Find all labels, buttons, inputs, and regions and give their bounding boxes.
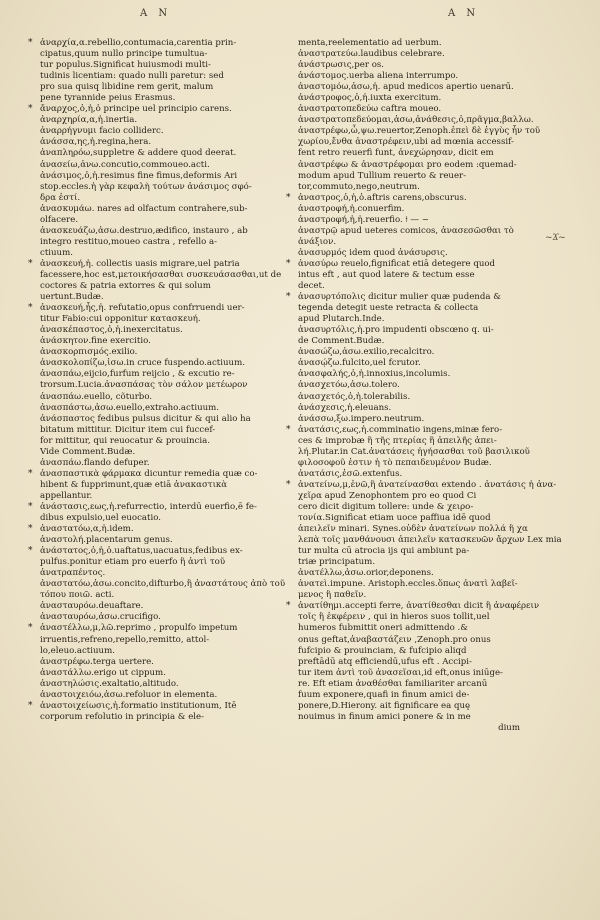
line-text: dibus expulsio,uel euocatio. bbox=[40, 513, 161, 524]
text-line bbox=[298, 182, 520, 193]
line-text: re. Eft etiam ἀναθέσθαι familiariter arcanū bbox=[298, 678, 488, 689]
text-line bbox=[40, 182, 262, 193]
text-line bbox=[40, 82, 262, 93]
line-text: ἀναστηλώσις.exaltatio,altitudo. bbox=[40, 678, 179, 689]
text-line bbox=[298, 137, 520, 148]
line-text: tor,commuto,nego,neutrum. bbox=[298, 181, 420, 192]
asterisk-marker: * bbox=[28, 546, 33, 557]
line-text: ἀνασυρμός idem quod ἀνάσυρσις. bbox=[298, 247, 448, 258]
asterisk-marker: * bbox=[286, 479, 291, 490]
line-text: ἀναστατόω,α,ἡ.idem. bbox=[40, 524, 134, 535]
line-text: ἀνάσιμος,ὁ,ἡ.resimus fine fimus,deformis Ari bbox=[40, 170, 238, 181]
text-line bbox=[40, 535, 262, 546]
line-text: ἀναστέλλω,μ,λῶ.reprimo , propulfo impetum bbox=[40, 623, 238, 634]
line-text: ἀνατείνω,μ,ἐνῶ,ἢ ἀνατείνασθαι extendo . ἀνατάσις ἡ ἀνα- bbox=[298, 479, 557, 490]
line-text: ἀναστολή.placentarum genus. bbox=[40, 535, 173, 546]
text-line bbox=[298, 392, 520, 403]
line-text: ἀναρχία,α.rebellio,contumacia,carentia prin- bbox=[40, 38, 237, 48]
line-text: ἀναστρατοπεδεύομαι,ἀσω,ἀνάθεσις,ὁ,πρᾶγμα,βαλλω. bbox=[298, 115, 534, 126]
text-line bbox=[286, 192, 520, 204]
asterisk-marker: * bbox=[286, 192, 291, 203]
text-line bbox=[298, 612, 520, 623]
line-text: olfacere. bbox=[40, 214, 79, 225]
text-line bbox=[40, 690, 262, 701]
line-text: ἀναστρατοπεδεύω caftra moueo. bbox=[298, 104, 442, 115]
text-line bbox=[298, 336, 520, 347]
running-head-right: A N bbox=[448, 8, 480, 19]
line-text: ἀναστάλλω.erigo ut cippum. bbox=[40, 667, 166, 678]
line-text: integro restituo,moueo castra , refello a- bbox=[40, 236, 218, 247]
line-text: uertunt.Budæ. bbox=[40, 292, 104, 303]
text-line bbox=[40, 160, 262, 171]
text-line bbox=[40, 414, 262, 425]
text-line bbox=[298, 668, 520, 679]
text-line bbox=[298, 524, 528, 535]
line-text: ἀνασκευή,ἡ. collectis uasis migrare,uel patria bbox=[40, 258, 240, 269]
text-line bbox=[28, 468, 262, 480]
text-line bbox=[298, 635, 520, 646]
line-text: de Comment.Budæ. bbox=[298, 336, 385, 347]
text-line bbox=[298, 679, 520, 690]
running-head-left: A N bbox=[140, 8, 172, 19]
text-line bbox=[298, 115, 534, 126]
line-text: μενος ἢ παθεῖν. bbox=[298, 590, 367, 601]
line-text: ἀνασταυρόω,ἀσω.crucifigo. bbox=[40, 612, 161, 623]
line-text: ces & improbæ ἢ τῆς πτερίας ἢ ἀπειλῆς ἀπει- bbox=[298, 435, 497, 446]
line-text: hibent & fupprimunt,quæ etiā ἀνακαστικὰ bbox=[40, 479, 228, 490]
line-text: χωρίου,ἔνθα ἀναστρέφειν,ubi ad mœnia accessif- bbox=[298, 137, 514, 148]
line-text: ἀνατάσις,εως,ἡ.comminatio ingens,minæ fero- bbox=[298, 424, 503, 435]
text-line bbox=[298, 458, 520, 469]
line-text: ἀνασυρτόλις,ἡ.pro impudenti obscœno q. ui- bbox=[298, 325, 494, 336]
line-text: ἀνάσπαστος fedibus pulsus dicitur & qui alio ha bbox=[40, 413, 251, 424]
line-text: ἀνασπαστικὰ φάρμακα dicuntur remedia quæ co- bbox=[40, 468, 258, 479]
line-text: ἀνάσσα,ης,ἡ.regina,hera. bbox=[40, 137, 152, 148]
asterisk-marker: * bbox=[286, 601, 291, 612]
asterisk-marker: * bbox=[28, 700, 33, 711]
line-text: pulfus.ponitur etiam pro euerfo ἢ ἀντὶ τοῦ bbox=[40, 557, 226, 568]
line-text: stop.eccles.ἡ γὰρ κεφαλὴ τούτων ἀνάσιμος σφό- bbox=[40, 181, 252, 192]
text-line bbox=[298, 568, 520, 579]
line-text: ἀπειλεῖν minari. Synes.οὐδὲν ἀνατείνων πολλά ἢ χα bbox=[298, 524, 528, 535]
line-text: ἀνασκευή,ἧς,ἡ. refutatio,opus confrruendi uer- bbox=[40, 303, 245, 314]
line-text: χεῖρα apud Zenophontem pro eo quod Ci bbox=[298, 490, 477, 501]
asterisk-marker: * bbox=[28, 524, 33, 535]
text-line bbox=[40, 679, 262, 690]
line-text: decet. bbox=[298, 281, 325, 292]
line-text: ἀνασύρω reuelo,fignificat etiā detegere quod bbox=[298, 258, 496, 269]
line-text: ἀνατραπέντος. bbox=[40, 568, 106, 579]
text-line bbox=[298, 160, 520, 171]
text-line bbox=[286, 601, 540, 612]
asterisk-marker: * bbox=[28, 501, 33, 512]
line-text: onus geftat,ἀναβαστάζειν ,Zenoph.pro onus bbox=[298, 634, 491, 645]
text-line bbox=[298, 270, 520, 281]
line-text: τονία.Significat etiam uoce paffiua idē quod bbox=[298, 513, 491, 524]
text-line bbox=[28, 546, 262, 557]
text-line bbox=[40, 60, 262, 71]
line-text: ἀναστροφή,ἡ,ἡ.reuerfio. ⟊ — ~ bbox=[298, 214, 429, 225]
line-text: ἀναστοιχείωσις,ἡ.formatio institutionum, Itē bbox=[40, 700, 237, 711]
line-text: ἀναστατόω,ἀσω.concito,difturbo,ἢ ἀναστάτους ἀπὸ τοῦ bbox=[40, 579, 286, 590]
line-text: ἀναστρέφω & ἀναστρέφομαι pro eodem :quemad- bbox=[298, 159, 517, 170]
text-line bbox=[298, 148, 520, 159]
text-line bbox=[298, 281, 520, 292]
line-text: ἀνάσσω,ξω.impero.neutrum. bbox=[298, 413, 425, 424]
text-line bbox=[40, 579, 286, 590]
line-text: tudinis licentiam: quado nulli paretur: sed bbox=[40, 71, 224, 82]
text-line bbox=[40, 347, 262, 358]
text-line bbox=[286, 258, 520, 270]
text-line bbox=[40, 49, 262, 60]
line-text: ἀνατάσις,ἐσῶ.extenfus. bbox=[298, 468, 403, 479]
line-text: apud Plutarch.Inde. bbox=[298, 314, 385, 325]
line-text: ἀνάστροφος,ὁ,ἡ.iuxta exercitum. bbox=[298, 93, 442, 104]
text-line bbox=[40, 226, 262, 237]
asterisk-marker: * bbox=[28, 38, 33, 48]
line-text: ἀνασῴζω.fulcito,uel fcrutor. bbox=[298, 358, 421, 369]
text-line bbox=[40, 458, 262, 469]
line-text: pene tyrannide peius Erasmus. bbox=[40, 93, 176, 104]
text-line bbox=[40, 447, 262, 458]
text-line bbox=[298, 557, 520, 568]
line-text: preftādū atq efficiendū,ufus eft . Accipi- bbox=[298, 656, 472, 667]
text-line bbox=[28, 258, 262, 270]
line-text: fent retro reuerfi funt, ἀνεχώρησαν, dicit em bbox=[298, 148, 494, 159]
text-line bbox=[298, 657, 520, 668]
line-text: pro sua quisq libidine rem gerit, malum bbox=[40, 82, 214, 93]
asterisk-marker: * bbox=[286, 258, 291, 269]
text-line bbox=[40, 215, 262, 226]
text-line bbox=[40, 171, 262, 182]
text-line bbox=[40, 568, 262, 579]
line-text: ἀνάσκητον.fine exercitio. bbox=[40, 336, 151, 347]
text-line bbox=[298, 226, 520, 237]
line-text: ἀνασταυρόω.deuaftare. bbox=[40, 601, 144, 612]
text-line bbox=[286, 292, 520, 303]
text-line bbox=[28, 700, 262, 712]
text-line bbox=[298, 204, 520, 215]
line-text: intus eft , aut quod latere & tectum esse bbox=[298, 269, 475, 280]
text-line bbox=[40, 369, 262, 380]
text-line bbox=[40, 436, 262, 447]
line-text: ἀνατεὶ.impune. Aristoph.eccles.ὅπως ἀνατὶ λαβεῖ- bbox=[298, 579, 518, 590]
line-text: ἀνάστομος.uerba aliena interrumpo. bbox=[298, 71, 459, 82]
text-line bbox=[298, 369, 520, 380]
text-line bbox=[40, 513, 262, 524]
right-column bbox=[286, 38, 562, 734]
text-line bbox=[298, 623, 520, 634]
line-text: ἀναστρος,ὁ,ἡ,ὁ.aftris carens,obscurus. bbox=[298, 192, 467, 203]
line-text: nouimus in finum amici ponere & in me bbox=[298, 711, 471, 722]
text-line bbox=[298, 237, 520, 248]
line-text: ἀνασκορπισμός.exilio. bbox=[40, 347, 138, 358]
line-text: φιλοσοφοῦ ἐστιν ἡ τὸ πεπαιδευμένον Budæ. bbox=[298, 457, 492, 468]
text-line bbox=[298, 71, 520, 82]
line-text: ἀνασπάω.flando defuper. bbox=[40, 457, 150, 468]
text-line bbox=[298, 403, 520, 414]
text-line bbox=[28, 104, 262, 115]
text-line bbox=[40, 281, 262, 292]
text-line bbox=[298, 436, 520, 447]
line-text: facessere,hoc est,μετοικήσασθαι συσκευάσασθαι,ut de bbox=[40, 269, 282, 280]
asterisk-marker: * bbox=[28, 104, 33, 115]
line-text: ἀνασκευάζω,ἀσω.destruo,ædifico, instauro , ab bbox=[40, 225, 248, 236]
text-line bbox=[40, 204, 262, 215]
line-text: irruentis,refreno,repello,remitto, attol- bbox=[40, 634, 210, 645]
text-line bbox=[40, 314, 262, 325]
text-line bbox=[40, 126, 262, 137]
line-text: titur Fabio:cui opponitur κατασκευή. bbox=[40, 314, 201, 325]
text-line bbox=[40, 590, 262, 601]
line-text: ἀνασκέπαστος,ὁ,ἡ.inexercitatus. bbox=[40, 325, 183, 336]
line-text: appellantur. bbox=[40, 490, 93, 501]
line-text: ἀνασχετόω,ἀσω.tolero. bbox=[298, 380, 400, 391]
text-line bbox=[298, 546, 520, 557]
line-text: ἀνάστρωσις,per os. bbox=[298, 60, 385, 71]
text-line bbox=[40, 137, 262, 148]
line-text: trorsum.Lucia.ἀνασπάσας τὸν σάλον μετέωρον bbox=[40, 380, 248, 391]
text-line bbox=[40, 712, 262, 723]
line-text: ἀναστρέφω.terga uertere. bbox=[40, 656, 154, 667]
text-line bbox=[28, 303, 262, 314]
text-line bbox=[298, 579, 520, 590]
line-text: lo,eleuo.actiuum. bbox=[40, 645, 115, 656]
line-text: ἀνάσχεσις,ἡ.eleuans. bbox=[298, 402, 392, 413]
text-line bbox=[298, 469, 520, 480]
text-line bbox=[298, 347, 520, 358]
line-text: bitatum mittitur. Dicitur item cui fuccef- bbox=[40, 424, 216, 435]
line-text: corporum refolutio in principia & ele- bbox=[40, 711, 205, 722]
text-line bbox=[298, 712, 520, 723]
line-text: cero dicit digitum tollere: unde & χειρο- bbox=[298, 501, 474, 512]
text-line bbox=[298, 49, 520, 60]
text-line bbox=[298, 502, 520, 513]
text-line bbox=[40, 380, 262, 391]
text-line bbox=[298, 171, 520, 182]
text-line bbox=[298, 215, 520, 226]
line-text: humeros fubmittit oneri admittendo .& bbox=[298, 623, 468, 634]
line-text: ἄναρχος,ὁ,ἡ,ὁ principe uel principio carens. bbox=[40, 104, 232, 115]
asterisk-marker: * bbox=[28, 258, 33, 269]
text-line bbox=[298, 60, 520, 71]
line-text: τόπου ποιῶ. acti. bbox=[40, 590, 115, 601]
line-text: Vide Comment.Budæ. bbox=[40, 446, 136, 457]
text-line bbox=[40, 668, 262, 679]
text-line bbox=[28, 38, 262, 49]
line-text: ἀναστροφή,ἡ.conuerfim. bbox=[298, 203, 405, 214]
line-text: ἀνάστασις,εως,ἡ.refurrectio, interdū euerfio,ē fe- bbox=[40, 501, 257, 512]
line-text: triæ principatum. bbox=[298, 557, 376, 568]
line-text: λή.Plutar.in Cat.ἀνατάσεις ἡγήσασθαι τοῦ βασιλικοῦ bbox=[298, 446, 530, 457]
line-text: ἀνάξιον. bbox=[298, 236, 337, 247]
line-text: for mittitur, qui reuocatur & prouincia. bbox=[40, 435, 210, 446]
asterisk-marker: * bbox=[28, 623, 33, 634]
line-text: modum apud Tullium reuerto & reuer- bbox=[298, 170, 467, 181]
line-text: ἀνασκυμάω. nares ad olfactum contrahere,sub- bbox=[40, 203, 248, 214]
text-line bbox=[40, 237, 262, 248]
text-line bbox=[40, 248, 262, 259]
text-line bbox=[40, 646, 262, 657]
line-text: ctiuum. bbox=[40, 247, 73, 258]
text-line bbox=[298, 82, 520, 93]
line-text: fufcipio & prouinciam, & fufcipio aliqd bbox=[298, 645, 467, 656]
text-line bbox=[40, 292, 262, 303]
text-line bbox=[40, 635, 262, 646]
text-line bbox=[40, 557, 262, 568]
line-text: ἀνασώζω,ἀσω.exilio,recalcitro. bbox=[298, 347, 435, 358]
text-line bbox=[40, 480, 262, 491]
line-text: ἀνασυρτόπολις dicitur mulier quæ pudenda & bbox=[298, 292, 501, 303]
line-text: ἀναστρέφω,ὦ,ψω.reuertor,Zenoph.ἐπεὶ δὲ ἐγγὺς ἦν τοῦ bbox=[298, 126, 541, 137]
text-line bbox=[298, 303, 520, 314]
text-line bbox=[40, 325, 262, 336]
text-line bbox=[298, 380, 520, 391]
text-line bbox=[40, 148, 262, 159]
line-text: ἀναρρήγνυμι facio colliderc. bbox=[40, 126, 164, 137]
line-text: ἀναρχηρία,α,ἡ.inertia. bbox=[40, 115, 138, 126]
line-text: ponere,D.Hierony. ait fignificare ea quę bbox=[298, 700, 471, 711]
text-line bbox=[286, 479, 557, 491]
left-column bbox=[28, 38, 286, 723]
line-text: τοῖς ἢ ἐκφέρειν , qui in hieros suos tollit,uel bbox=[298, 612, 490, 623]
text-line bbox=[298, 414, 520, 425]
text-line bbox=[298, 690, 520, 701]
text-line bbox=[298, 513, 520, 524]
text-line bbox=[298, 325, 520, 336]
text-line bbox=[28, 623, 262, 634]
line-text: ἀνατίθημι.accepti ferre, ἀνατίθεσθαι dicit ἢ ἀναφέρειν bbox=[298, 601, 540, 612]
text-line bbox=[40, 269, 282, 281]
text-line bbox=[40, 491, 262, 502]
text-line bbox=[28, 524, 262, 535]
text-line bbox=[298, 535, 562, 546]
text-line bbox=[298, 723, 520, 734]
line-text: ἀνατέλλω,ἀσω.orior,deponens. bbox=[298, 568, 434, 579]
text-line bbox=[298, 126, 541, 137]
text-line bbox=[40, 115, 262, 126]
text-line bbox=[298, 701, 520, 712]
text-line bbox=[40, 358, 262, 369]
line-text: tegenda detegit ueste retracta & collecta bbox=[298, 303, 479, 314]
text-line bbox=[28, 501, 262, 513]
line-text: ἀνασπάω,eijcio,furfum reijcio , & excutio re- bbox=[40, 369, 235, 380]
text-line bbox=[298, 104, 520, 115]
line-text: ἀνάστατος,ὁ,ἡ,ὁ.uaftatus,uacuatus,fedibus ex- bbox=[40, 546, 243, 557]
handwritten-margin-note: ~Ϫ~ bbox=[545, 233, 566, 243]
text-line bbox=[298, 314, 520, 325]
line-text: tur item ἀντὶ τοῦ ἀνασεῖσαι,id eft,onus iniūge- bbox=[298, 667, 503, 678]
line-text: fuum exponere,quafi in finum amici de- bbox=[298, 689, 470, 700]
line-text: ἀναστρῷ apud ueteres comicos, ἀνασεσῶσθαι τὸ bbox=[298, 225, 514, 236]
line-text: ἀναστομόω,ἀσω,ἡ. apud medicos apertio uenarū. bbox=[298, 82, 514, 93]
asterisk-marker: * bbox=[286, 292, 291, 303]
line-text: coctores & patria extorres & qui solum bbox=[40, 281, 211, 292]
asterisk-marker: * bbox=[28, 303, 33, 314]
text-line bbox=[40, 336, 262, 347]
line-text: cipatus,quum nullo principe tumultua- bbox=[40, 49, 208, 60]
text-line bbox=[298, 590, 520, 601]
text-line bbox=[40, 657, 262, 668]
line-text: ἀνασείω,ἀνω.concutio,commoueo.acti. bbox=[40, 159, 210, 170]
line-text: menta,reelementatio ad uerbum. bbox=[298, 38, 442, 48]
line-text: δρα ἐστί. bbox=[40, 192, 81, 203]
text-line bbox=[40, 93, 262, 104]
line-text: ἀνασφαλής,ὁ,ἡ.innoxius,incolumis. bbox=[298, 369, 451, 380]
text-line bbox=[298, 446, 530, 458]
line-text: tur populus.Significat huiusmodi multi- bbox=[40, 60, 211, 71]
line-text: ἀνασπάω.euello, cõturbo. bbox=[40, 391, 153, 402]
text-line bbox=[40, 425, 262, 436]
line-text: tur multa cū atrocia ijs qui ambiunt pa- bbox=[298, 546, 470, 557]
text-line bbox=[298, 38, 520, 49]
text-line bbox=[298, 491, 520, 502]
text-line bbox=[298, 248, 520, 259]
line-text: dium bbox=[498, 722, 520, 733]
text-line bbox=[298, 358, 520, 369]
line-text: ἀναστοιχειόω,ἀσω.refoluor in elementa. bbox=[40, 689, 218, 700]
text-line bbox=[40, 612, 262, 623]
line-text: λεπὰ τοῖς μανθάνουσι ἀπειλεῖν κατασκευῶν ἄρχων Lex mia bbox=[298, 535, 562, 546]
line-text: ἀνασπάστω,ἀσω.euello,extraho.actiuum. bbox=[40, 402, 220, 413]
text-line bbox=[40, 601, 262, 612]
text-line bbox=[298, 646, 520, 657]
asterisk-marker: * bbox=[286, 424, 291, 435]
text-line bbox=[40, 403, 262, 414]
text-line bbox=[298, 93, 520, 104]
text-line bbox=[40, 71, 262, 82]
line-text: ἀνασκολοπίζω,ἰσω.in cruce fuspendo.actiuum. bbox=[40, 358, 245, 369]
line-text: ἀναπληρόω,suppletre & addere quod deerat. bbox=[40, 148, 237, 159]
line-text: ἀνασχετός,ὁ,ἡ.tolerabilis. bbox=[298, 391, 411, 402]
text-line bbox=[40, 392, 262, 403]
text-line bbox=[40, 193, 262, 204]
text-line bbox=[286, 424, 520, 436]
asterisk-marker: * bbox=[28, 468, 33, 479]
line-text: ἀναστρατεύω.laudibus celebrare. bbox=[298, 49, 445, 60]
